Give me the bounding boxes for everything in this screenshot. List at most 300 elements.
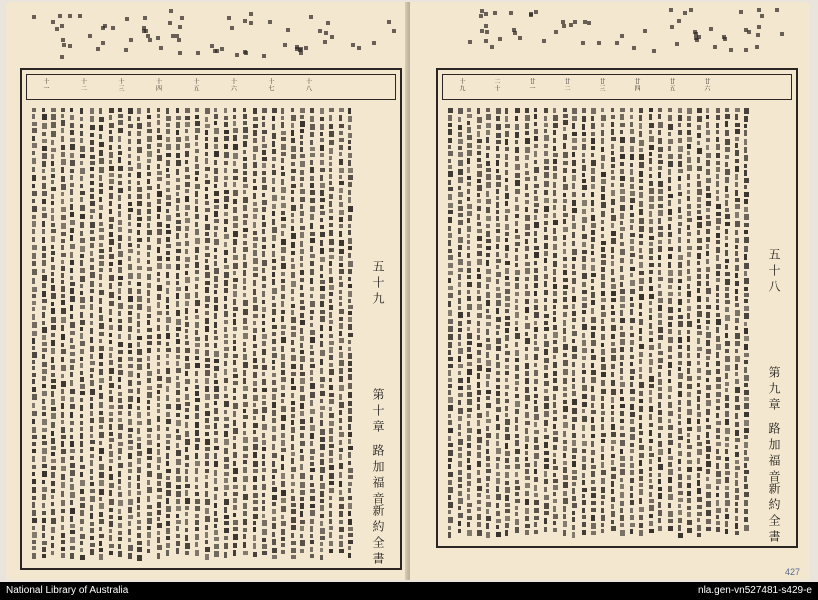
glyph-mark	[687, 512, 691, 517]
glyph-mark	[300, 241, 303, 247]
glyph-mark	[99, 512, 103, 517]
glyph-mark	[90, 469, 93, 474]
glyph-mark	[744, 450, 747, 455]
glyph-mark	[137, 437, 141, 441]
glyph-mark	[706, 160, 710, 166]
glyph-mark	[668, 469, 673, 475]
glyph-mark	[505, 509, 510, 513]
margin-note-mark	[101, 26, 105, 30]
glyph-mark	[486, 315, 491, 319]
glyph-mark	[42, 306, 46, 310]
glyph-mark	[716, 508, 721, 513]
glyph-mark	[582, 348, 587, 353]
glyph-mark	[329, 519, 332, 524]
glyph-mark	[166, 288, 169, 294]
text-column	[175, 106, 182, 564]
glyph-mark	[147, 532, 151, 538]
glyph-mark	[525, 262, 530, 266]
glyph-mark	[649, 123, 654, 128]
glyph-mark	[620, 492, 624, 498]
glyph-mark	[166, 244, 171, 248]
glyph-mark	[109, 376, 112, 381]
left-book-title: 新約全書	[371, 504, 385, 568]
glyph-mark	[80, 138, 83, 143]
glyph-mark	[32, 532, 37, 538]
glyph-mark	[668, 329, 672, 334]
margin-note-mark	[780, 32, 784, 36]
glyph-mark	[291, 444, 294, 450]
glyph-mark	[291, 205, 296, 211]
glyph-mark	[658, 160, 663, 164]
glyph-mark	[185, 341, 189, 345]
glyph-mark	[185, 387, 188, 391]
glyph-mark	[630, 362, 633, 366]
glyph-mark	[744, 207, 748, 212]
glyph-mark	[582, 217, 587, 223]
glyph-mark	[544, 487, 547, 492]
glyph-mark	[582, 333, 585, 338]
glyph-mark	[157, 376, 162, 381]
glyph-mark	[563, 219, 566, 224]
glyph-mark	[458, 447, 462, 451]
glyph-mark	[611, 298, 616, 302]
glyph-mark	[544, 274, 548, 279]
glyph-mark	[137, 475, 140, 481]
glyph-mark	[233, 360, 236, 365]
glyph-mark	[329, 140, 334, 145]
glyph-mark	[224, 116, 228, 120]
glyph-mark	[486, 284, 489, 289]
glyph-mark	[70, 449, 75, 453]
glyph-mark	[591, 480, 595, 484]
glyph-mark	[668, 194, 673, 198]
glyph-mark	[496, 272, 501, 277]
glyph-mark	[572, 433, 576, 438]
glyph-mark	[658, 240, 662, 244]
glyph-mark	[477, 522, 481, 527]
glyph-mark	[90, 108, 94, 114]
glyph-mark	[70, 428, 73, 432]
glyph-mark	[553, 277, 556, 282]
glyph-mark	[467, 246, 470, 250]
glyph-mark	[620, 275, 624, 280]
glyph-mark	[262, 276, 266, 281]
glyph-mark	[147, 471, 152, 477]
glyph-mark	[477, 350, 481, 355]
glyph-mark	[448, 123, 452, 127]
glyph-mark	[214, 453, 217, 459]
glyph-mark	[744, 170, 747, 176]
glyph-mark	[515, 519, 519, 525]
glyph-mark	[630, 246, 634, 251]
glyph-mark	[99, 554, 103, 560]
glyph-mark	[448, 286, 453, 290]
glyph-mark	[744, 353, 749, 357]
verse-number: 十八	[304, 78, 312, 92]
glyph-mark	[224, 431, 228, 437]
glyph-mark	[233, 278, 238, 282]
glyph-mark	[744, 336, 749, 341]
verse-number: 廿三	[598, 78, 605, 92]
glyph-mark	[243, 108, 246, 112]
glyph-mark	[591, 363, 594, 368]
glyph-mark	[137, 491, 141, 495]
glyph-mark	[185, 189, 189, 193]
glyph-mark	[339, 240, 344, 246]
glyph-mark	[458, 386, 463, 390]
glyph-mark	[109, 186, 113, 190]
glyph-mark	[611, 481, 614, 487]
glyph-mark	[329, 341, 334, 345]
glyph-mark	[262, 520, 267, 526]
glyph-mark	[109, 333, 112, 337]
glyph-mark	[458, 146, 462, 150]
glyph-mark	[563, 114, 568, 118]
glyph-mark	[678, 498, 683, 502]
glyph-mark	[272, 366, 275, 370]
glyph-mark	[272, 339, 276, 344]
glyph-mark	[697, 174, 700, 179]
glyph-mark	[176, 137, 181, 142]
glyph-mark	[658, 204, 663, 208]
glyph-mark	[32, 287, 37, 292]
glyph-mark	[32, 373, 36, 377]
glyph-mark	[42, 169, 45, 173]
glyph-mark	[176, 144, 180, 150]
glyph-mark	[214, 205, 219, 209]
glyph-mark	[272, 453, 277, 458]
glyph-mark	[582, 310, 586, 314]
glyph-mark	[697, 325, 701, 329]
left-header-notes	[24, 8, 404, 62]
glyph-mark	[620, 183, 624, 187]
glyph-mark	[262, 108, 267, 113]
glyph-mark	[99, 255, 104, 259]
glyph-mark	[272, 402, 276, 408]
glyph-mark	[601, 417, 604, 422]
glyph-mark	[243, 409, 246, 413]
glyph-mark	[620, 419, 624, 423]
glyph-mark	[687, 196, 690, 201]
glyph-mark	[525, 299, 529, 304]
glyph-mark	[601, 282, 605, 288]
glyph-mark	[99, 441, 102, 445]
glyph-mark	[118, 456, 121, 460]
glyph-mark	[553, 220, 558, 225]
right-header-notes	[450, 8, 790, 56]
glyph-mark	[706, 251, 709, 256]
glyph-mark	[639, 148, 643, 152]
glyph-mark	[601, 123, 604, 127]
glyph-mark	[611, 129, 614, 135]
glyph-mark	[272, 532, 275, 537]
glyph-mark	[205, 130, 208, 135]
glyph-mark	[51, 452, 55, 456]
glyph-mark	[348, 511, 351, 516]
glyph-mark	[639, 530, 643, 536]
glyph-mark	[224, 144, 228, 149]
glyph-mark	[611, 199, 615, 205]
glyph-mark	[243, 228, 248, 232]
glyph-mark	[582, 234, 587, 239]
glyph-mark	[291, 533, 294, 538]
glyph-mark	[630, 259, 633, 264]
glyph-mark	[224, 439, 229, 445]
glyph-mark	[601, 389, 606, 394]
glyph-mark	[166, 434, 171, 438]
glyph-mark	[639, 359, 642, 364]
glyph-mark	[563, 369, 568, 375]
glyph-mark	[725, 471, 730, 475]
glyph-mark	[329, 428, 333, 434]
glyph-mark	[32, 465, 36, 469]
glyph-mark	[339, 217, 343, 222]
glyph-mark	[505, 451, 510, 456]
glyph-mark	[678, 373, 683, 379]
glyph-mark	[128, 296, 133, 302]
glyph-mark	[99, 197, 102, 202]
glyph-mark	[496, 331, 499, 335]
glyph-mark	[214, 137, 218, 142]
glyph-mark	[611, 215, 616, 221]
glyph-mark	[678, 286, 681, 290]
text-column	[60, 106, 67, 564]
glyph-mark	[195, 142, 198, 146]
glyph-mark	[687, 157, 691, 163]
glyph-mark	[281, 272, 285, 276]
glyph-mark	[658, 172, 661, 178]
glyph-mark	[467, 530, 472, 536]
glyph-mark	[262, 529, 267, 535]
glyph-mark	[300, 285, 303, 290]
glyph-mark	[544, 527, 547, 532]
glyph-mark	[109, 173, 114, 177]
glyph-mark	[544, 464, 549, 469]
glyph-mark	[582, 377, 585, 383]
glyph-mark	[668, 511, 673, 517]
glyph-mark	[99, 527, 102, 531]
glyph-mark	[205, 167, 210, 171]
glyph-mark	[310, 534, 313, 538]
glyph-mark	[563, 336, 566, 342]
glyph-mark	[668, 224, 671, 230]
glyph-mark	[744, 500, 748, 506]
glyph-mark	[214, 423, 217, 429]
glyph-mark	[32, 237, 35, 242]
glyph-mark	[339, 210, 344, 215]
glyph-mark	[32, 449, 36, 453]
glyph-mark	[300, 154, 305, 158]
glyph-mark	[243, 309, 248, 315]
glyph-mark	[300, 464, 303, 470]
glyph-mark	[195, 206, 198, 212]
glyph-mark	[195, 356, 199, 360]
glyph-mark	[195, 492, 199, 496]
glyph-mark	[195, 438, 200, 442]
glyph-mark	[630, 267, 635, 271]
glyph-mark	[639, 278, 644, 284]
glyph-mark	[185, 175, 190, 179]
glyph-mark	[99, 228, 104, 232]
glyph-mark	[496, 202, 499, 208]
glyph-mark	[329, 320, 333, 324]
glyph-mark	[185, 151, 189, 157]
glyph-mark	[563, 506, 566, 512]
margin-note-mark	[615, 41, 619, 45]
glyph-mark	[147, 108, 150, 113]
glyph-mark	[563, 514, 566, 519]
margin-note-mark	[485, 30, 489, 34]
glyph-mark	[563, 297, 567, 302]
glyph-mark	[348, 284, 352, 288]
glyph-mark	[320, 286, 325, 291]
glyph-mark	[300, 411, 304, 416]
glyph-mark	[477, 164, 482, 168]
glyph-mark	[716, 421, 721, 425]
glyph-mark	[563, 213, 568, 217]
glyph-mark	[591, 160, 596, 166]
glyph-mark	[32, 322, 37, 328]
glyph-mark	[310, 223, 313, 229]
glyph-mark	[534, 136, 538, 141]
glyph-mark	[467, 377, 470, 383]
glyph-mark	[668, 139, 673, 144]
glyph-mark	[534, 231, 537, 236]
glyph-mark	[572, 160, 576, 166]
glyph-mark	[118, 120, 123, 125]
glyph-mark	[563, 235, 566, 240]
glyph-mark	[477, 328, 480, 333]
glyph-mark	[649, 277, 652, 283]
glyph-mark	[176, 213, 180, 217]
glyph-mark	[563, 422, 568, 428]
glyph-mark	[697, 305, 701, 309]
glyph-mark	[42, 354, 45, 359]
glyph-mark	[563, 205, 566, 211]
glyph-mark	[90, 397, 93, 401]
glyph-mark	[320, 359, 323, 365]
glyph-mark	[544, 298, 547, 302]
glyph-mark	[109, 301, 114, 306]
glyph-mark	[582, 264, 586, 270]
glyph-mark	[205, 272, 210, 278]
glyph-mark	[706, 115, 709, 119]
glyph-mark	[70, 516, 73, 522]
glyph-mark	[214, 470, 217, 476]
glyph-mark	[185, 498, 190, 504]
glyph-mark	[157, 409, 160, 413]
glyph-mark	[61, 374, 64, 378]
glyph-mark	[42, 312, 45, 318]
glyph-mark	[620, 154, 625, 159]
glyph-mark	[601, 211, 605, 217]
glyph-mark	[185, 379, 190, 384]
glyph-mark	[195, 199, 198, 204]
glyph-mark	[525, 338, 530, 344]
glyph-mark	[118, 227, 122, 232]
glyph-mark	[534, 461, 537, 467]
glyph-mark	[128, 350, 132, 354]
glyph-mark	[348, 416, 352, 422]
glyph-mark	[448, 271, 453, 275]
glyph-mark	[329, 277, 333, 283]
glyph-mark	[668, 132, 671, 136]
glyph-mark	[51, 466, 56, 470]
glyph-mark	[544, 334, 547, 339]
margin-note-mark	[468, 40, 472, 44]
glyph-mark	[339, 224, 343, 228]
glyph-mark	[735, 265, 739, 271]
glyph-mark	[310, 294, 313, 298]
glyph-mark	[563, 530, 566, 536]
glyph-mark	[744, 246, 748, 252]
glyph-mark	[329, 355, 333, 360]
glyph-mark	[620, 221, 623, 225]
glyph-mark	[157, 362, 160, 366]
glyph-mark	[262, 447, 266, 451]
glyph-mark	[505, 530, 508, 536]
glyph-mark	[649, 446, 652, 451]
glyph-mark	[224, 361, 227, 366]
glyph-mark	[243, 551, 248, 555]
glyph-mark	[205, 335, 208, 341]
glyph-mark	[42, 376, 46, 381]
margin-note-mark	[387, 20, 391, 24]
glyph-mark	[272, 227, 277, 233]
glyph-mark	[272, 325, 277, 329]
glyph-mark	[744, 108, 749, 114]
glyph-mark	[214, 408, 218, 414]
glyph-mark	[348, 125, 351, 130]
glyph-mark	[80, 284, 83, 288]
margin-note-mark	[722, 35, 726, 39]
glyph-mark	[687, 368, 690, 374]
glyph-mark	[32, 338, 35, 344]
glyph-mark	[544, 190, 548, 195]
glyph-mark	[544, 358, 549, 363]
glyph-mark	[678, 184, 681, 190]
glyph-mark	[515, 425, 518, 431]
glyph-mark	[128, 311, 132, 315]
glyph-mark	[147, 512, 152, 516]
glyph-mark	[639, 431, 643, 435]
glyph-mark	[51, 385, 56, 389]
glyph-mark	[51, 459, 56, 463]
glyph-mark	[42, 132, 46, 136]
glyph-mark	[649, 204, 654, 209]
glyph-mark	[630, 303, 634, 307]
glyph-mark	[99, 432, 104, 438]
glyph-mark	[176, 499, 180, 504]
glyph-mark	[291, 332, 296, 337]
glyph-mark	[147, 172, 151, 176]
glyph-mark	[525, 436, 529, 442]
glyph-mark	[620, 318, 625, 323]
glyph-mark	[291, 326, 296, 330]
glyph-mark	[99, 353, 103, 359]
glyph-mark	[735, 422, 739, 427]
glyph-mark	[272, 272, 275, 277]
glyph-mark	[706, 208, 710, 212]
glyph-mark	[90, 289, 94, 293]
glyph-mark	[233, 354, 238, 358]
glyph-mark	[205, 158, 208, 164]
glyph-mark	[195, 247, 199, 253]
glyph-mark	[553, 108, 556, 113]
glyph-mark	[735, 387, 740, 393]
glyph-mark	[157, 238, 161, 244]
glyph-mark	[515, 394, 519, 398]
